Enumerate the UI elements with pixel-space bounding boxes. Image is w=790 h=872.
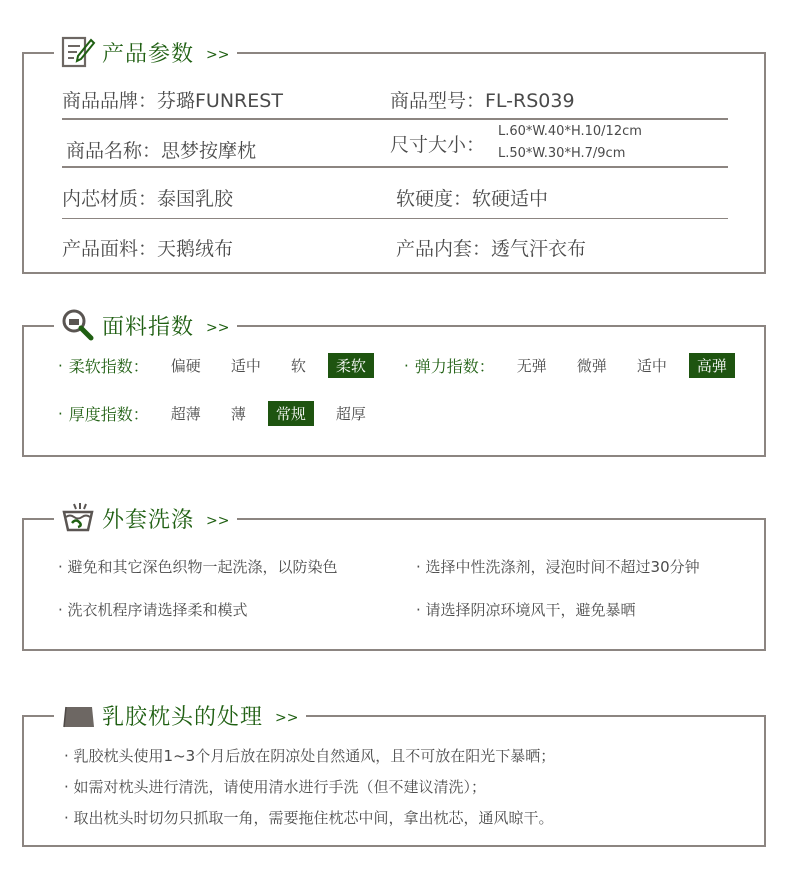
washing-item: · 请选择阴凉环境风干，避免暴晒 (416, 601, 636, 619)
name-field: 商品名称：思梦按摩枕 (66, 140, 257, 162)
softness-option: 偏硬 (170, 357, 201, 375)
pillow-icon (60, 697, 96, 733)
washing-item: · 避免和其它深色织物一起洗涤，以防染色 (58, 558, 338, 576)
cover-field: 产品内套：透气汗衣布 (396, 238, 587, 260)
product-params-panel (22, 41, 766, 274)
hardness-field: 软硬度：软硬适中 (396, 188, 549, 210)
thickness-option: 超薄 (170, 405, 201, 423)
elasticity-option: 微弹 (576, 357, 607, 375)
elasticity-option: 无弹 (516, 357, 547, 375)
document-edit-icon (60, 34, 96, 70)
product-params-header (54, 32, 237, 72)
latex-care-title: 乳胶枕头的处理 (102, 704, 264, 730)
latex-care-header (54, 695, 306, 735)
softness-label: 柔软指数： (68, 357, 149, 376)
softness-option: 适中 (230, 357, 261, 375)
washing-item: · 选择中性洗涤剂，浸泡时间不超过30分钟 (416, 558, 700, 576)
brand-field: 商品品牌：芬璐FUNREST (62, 90, 283, 112)
thickness-option: 超厚 (335, 405, 366, 423)
chevron-double-right-icon: >> (206, 47, 230, 63)
bullet: · (58, 356, 63, 375)
latex-care-item: · 如需对枕头进行清洗，请使用清水进行手洗（但不建议清洗）； (64, 778, 487, 796)
size-label: 尺寸大小： (390, 134, 486, 156)
softness-option-selected: 柔软 (328, 353, 374, 378)
wash-basin-icon (60, 500, 96, 536)
latex-care-panel (22, 704, 766, 847)
magnifier-icon (60, 307, 96, 343)
thickness-label: 厚度指数： (68, 405, 149, 424)
chevron-double-right-icon: >> (206, 320, 230, 336)
thickness-option: 薄 (230, 405, 246, 423)
washing-item: · 洗衣机程序请选择柔和模式 (58, 601, 248, 619)
washing-panel (22, 507, 766, 651)
divider (62, 218, 728, 219)
thickness-option-selected: 常规 (268, 401, 314, 426)
product-params-title: 产品参数 (102, 41, 195, 67)
chevron-double-right-icon: >> (206, 513, 230, 529)
latex-care-item: · 乳胶枕头使用1~3个月后放在阴凉处自然通风，且不可放在阳光下暴晒； (64, 747, 556, 765)
fabric-field: 产品面料：天鹅绒布 (62, 238, 234, 260)
divider (62, 166, 728, 168)
bullet: · (58, 404, 63, 423)
latex-care-item: · 取出枕头时切勿只抓取一角，需要拖住枕芯中间，拿出枕芯，通风晾干。 (64, 809, 554, 827)
size-value-2: L.50*W.30*H.7/9cm (498, 146, 626, 161)
core-field: 内芯材质：泰国乳胶 (62, 188, 234, 210)
fabric-index-panel (22, 314, 766, 457)
softness-option: 软 (290, 357, 306, 375)
washing-header (54, 498, 237, 538)
elasticity-label: 弹力指数： (414, 357, 495, 376)
fabric-index-title: 面料指数 (102, 314, 195, 340)
size-value-1: L.60*W.40*H.10/12cm (498, 124, 642, 139)
bullet: · (404, 356, 409, 375)
divider (62, 118, 728, 120)
chevron-double-right-icon: >> (275, 710, 299, 726)
model-field: 商品型号：FL-RS039 (390, 90, 575, 112)
thickness-index-row (58, 401, 388, 426)
softness-index-row (58, 353, 388, 378)
elasticity-option-selected: 高弹 (689, 353, 735, 378)
fabric-index-header (54, 305, 237, 345)
elasticity-index-row (404, 353, 749, 378)
elasticity-option: 适中 (636, 357, 667, 375)
washing-title: 外套洗涤 (102, 507, 195, 533)
